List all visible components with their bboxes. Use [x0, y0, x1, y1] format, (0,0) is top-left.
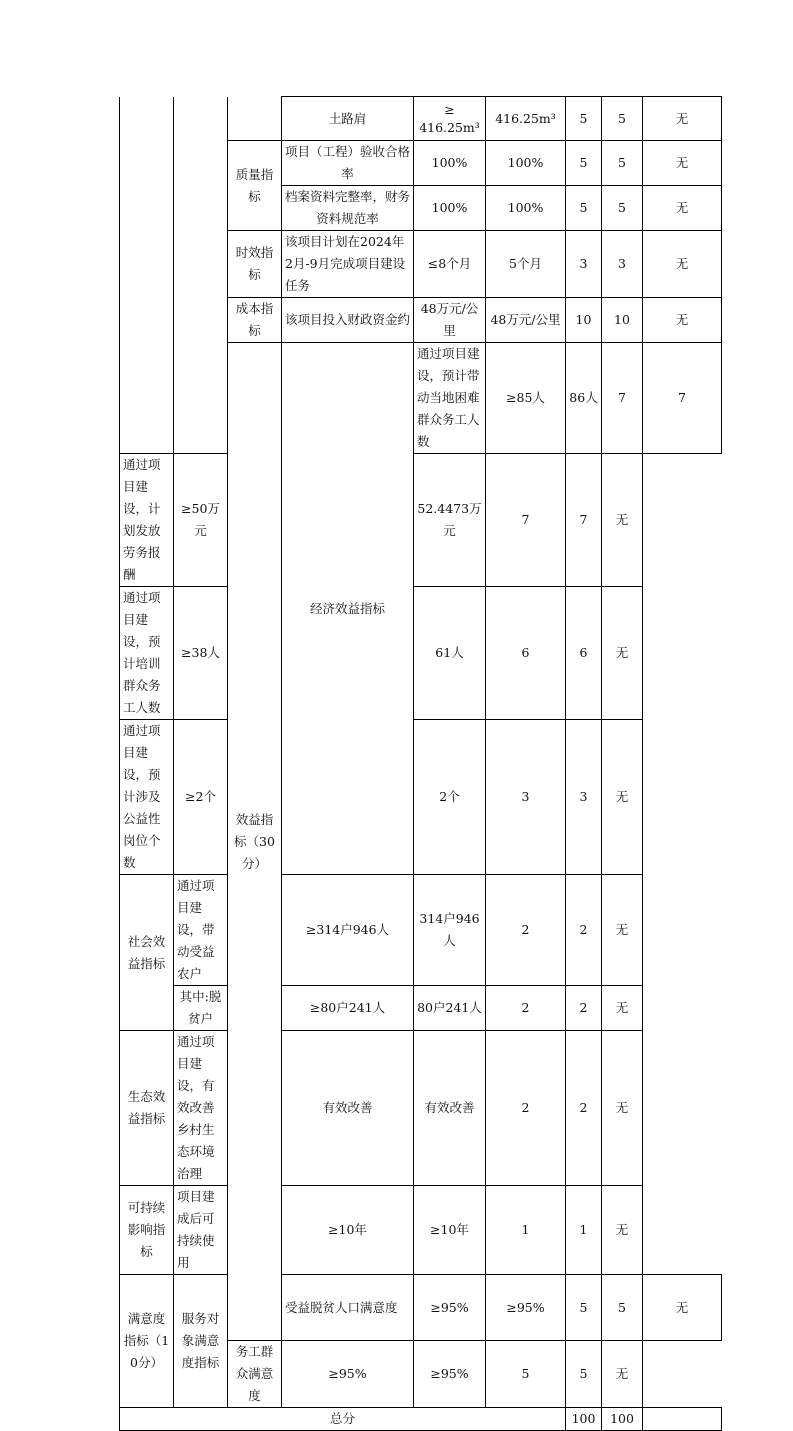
actual-cell: 416.25m³: [486, 97, 566, 141]
indicator-cell: 项目建成后可持续使用: [174, 1186, 228, 1275]
indicator-cell: 通过项目建设，带动受益农户: [174, 875, 228, 986]
actual-cell: 314户946人: [414, 875, 486, 986]
target-cell: ≥95%: [414, 1275, 486, 1341]
indicator-cell: 项目（工程）验收合格率: [282, 141, 414, 186]
table-row: [120, 1275, 722, 1341]
actual-cell: 52.4473万元: [414, 454, 486, 587]
category-ecological: 生态效益指标: [120, 1031, 174, 1186]
blank-level1-cell: [120, 97, 174, 454]
table-row: [120, 587, 722, 720]
weight-cell: 2: [486, 986, 566, 1031]
indicator-cell: 通过项目建设，预计带动当地困难群众务工人数: [414, 343, 486, 454]
table-row: [120, 875, 722, 986]
target-cell: 100%: [414, 141, 486, 186]
weight-cell: 5: [566, 1275, 602, 1341]
weight-cell: 7: [602, 343, 643, 454]
target-cell: ≥ 416.25m³: [414, 97, 486, 141]
table-row: [120, 720, 722, 875]
note-cell: 无: [602, 875, 643, 986]
weight-cell: 5: [566, 141, 602, 186]
blank-level2-cell: [174, 97, 228, 454]
actual-cell: 48万元/公里: [486, 298, 566, 343]
indicator-cell: 通过项目建设，预计涉及公益性岗位个数: [120, 720, 174, 875]
score-cell: 3: [602, 231, 643, 298]
category-cost: 成本指标: [228, 298, 282, 343]
weight-cell: 3: [486, 720, 566, 875]
target-cell: ≥10年: [282, 1186, 414, 1275]
weight-cell: 5: [566, 186, 602, 231]
total-row: [120, 1408, 722, 1431]
blank-level3-cell: [228, 97, 282, 141]
category-sustainable: 可持续影响指标: [120, 1186, 174, 1275]
category-economic: 经济效益指标: [282, 343, 414, 875]
indicator-cell: 土路肩: [282, 97, 414, 141]
note-cell: 无: [602, 587, 643, 720]
target-cell: 100%: [414, 186, 486, 231]
indicator-cell: 通过项目建设，预计培训群众务工人数: [120, 587, 174, 720]
total-score: 100: [602, 1408, 643, 1431]
target-cell: ≥2个: [174, 720, 228, 875]
weight-cell: 1: [486, 1186, 566, 1275]
target-cell: ≤8个月: [414, 231, 486, 298]
actual-cell: 5个月: [486, 231, 566, 298]
target-cell: ≥85人: [486, 343, 566, 454]
category-social: 社会效益指标: [120, 875, 174, 1031]
score-cell: 10: [602, 298, 643, 343]
target-cell: ≥95%: [282, 1341, 414, 1408]
target-cell: ≥314户946人: [282, 875, 414, 986]
score-cell: 2: [566, 986, 602, 1031]
note-cell: 无: [643, 1275, 722, 1341]
weight-cell: 5: [566, 97, 602, 141]
note-cell: 无: [643, 97, 722, 141]
score-cell: 5: [566, 1341, 602, 1408]
note-cell: 无: [643, 231, 722, 298]
performance-table: [119, 96, 722, 1431]
indicator-cell: 通过项目建设，有效改善乡村生态环境治理: [174, 1031, 228, 1186]
actual-cell: 61人: [414, 587, 486, 720]
indicator-cell: 务工群众满意度: [228, 1341, 282, 1408]
table-row: [120, 1186, 722, 1275]
note-cell: 无: [643, 298, 722, 343]
score-cell: 2: [566, 1031, 602, 1186]
weight-cell: 6: [486, 587, 566, 720]
note-cell: 无: [602, 1341, 643, 1408]
target-cell: ≥50万元: [174, 454, 228, 587]
score-cell: 6: [566, 587, 602, 720]
indicator-cell: 其中:脱贫户: [174, 986, 228, 1031]
actual-cell: 2个: [414, 720, 486, 875]
table-row: [120, 454, 722, 587]
group-satisfaction: 满意度指标（10分）: [120, 1275, 174, 1408]
note-cell: 无: [643, 141, 722, 186]
table-row: [120, 986, 722, 1031]
target-cell: ≥80户241人: [282, 986, 414, 1031]
table-row: [120, 97, 722, 141]
note-cell: 无: [602, 1186, 643, 1275]
indicator-cell: 该项目投入财政资金约: [282, 298, 414, 343]
score-cell: 5: [602, 97, 643, 141]
score-cell: 2: [566, 875, 602, 986]
indicator-cell: 档案资料完整率，财务资料规范率: [282, 186, 414, 231]
weight-cell: 2: [486, 1031, 566, 1186]
actual-cell: 100%: [486, 186, 566, 231]
category-quality: 质量指标: [228, 141, 282, 231]
target-cell: ≥38人: [174, 587, 228, 720]
score-cell: 7: [566, 454, 602, 587]
category-timeliness: 时效指标: [228, 231, 282, 298]
note-cell: 无: [643, 186, 722, 231]
table-row: [120, 1031, 722, 1186]
category-service: 服务对象满意度指标: [174, 1275, 228, 1408]
note-cell: 无: [602, 1031, 643, 1186]
group-benefit: 效益指标（30分）: [228, 343, 282, 1341]
actual-cell: 86人: [566, 343, 602, 454]
actual-cell: ≥95%: [486, 1275, 566, 1341]
weight-cell: 10: [566, 298, 602, 343]
note-cell: 无: [602, 986, 643, 1031]
actual-cell: 100%: [486, 141, 566, 186]
score-cell: 5: [602, 1275, 643, 1341]
total-weight: 100: [566, 1408, 602, 1431]
weight-cell: 5: [486, 1341, 566, 1408]
target-cell: 48万元/公里: [414, 298, 486, 343]
indicator-cell: 受益脱贫人口满意度: [282, 1275, 414, 1341]
note-cell: 无: [602, 454, 643, 587]
score-cell: 1: [566, 1186, 602, 1275]
score-cell: 3: [566, 720, 602, 875]
indicator-cell: 通过项目建设，计划发放劳务报酬: [120, 454, 174, 587]
total-note: [643, 1408, 722, 1431]
actual-cell: ≥95%: [414, 1341, 486, 1408]
weight-cell: 3: [566, 231, 602, 298]
indicator-cell: 该项目计划在2024年2月-9月完成项目建设任务: [282, 231, 414, 298]
weight-cell: 2: [486, 875, 566, 986]
weight-cell: 7: [486, 454, 566, 587]
note-cell: 无: [602, 720, 643, 875]
score-cell: 5: [602, 186, 643, 231]
actual-cell: 80户241人: [414, 986, 486, 1031]
target-cell: 有效改善: [282, 1031, 414, 1186]
actual-cell: 有效改善: [414, 1031, 486, 1186]
score-cell: 7: [643, 343, 722, 454]
total-label: 总分: [120, 1408, 566, 1431]
actual-cell: ≥10年: [414, 1186, 486, 1275]
score-cell: 5: [602, 141, 643, 186]
